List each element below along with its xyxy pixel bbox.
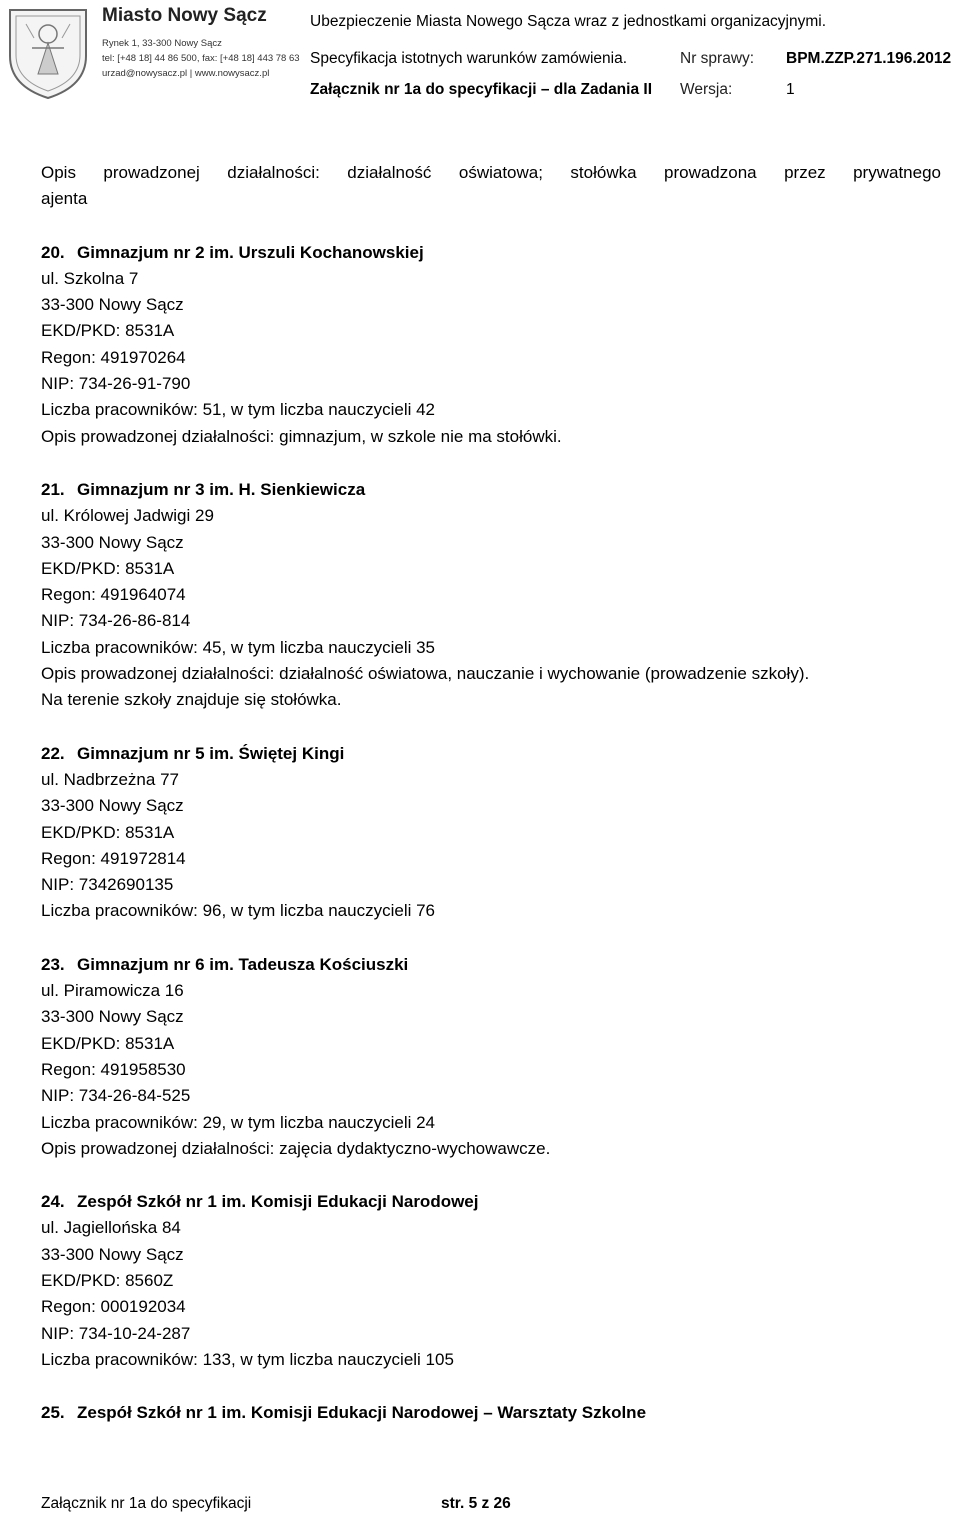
school-street: ul. Królowej Jadwigi 29 <box>41 506 214 526</box>
school-nip: NIP: 7342690135 <box>41 875 174 895</box>
school-street: ul. Jagiellońska 84 <box>41 1218 181 1238</box>
logo-city-name: Miasto Nowy Sącz <box>102 5 267 26</box>
school-ekd: EKD/PKD: 8531A <box>41 1033 175 1053</box>
school-city: 33-300 Nowy Sącz <box>41 532 184 552</box>
page-footer <box>41 1495 921 1513</box>
intro-description-line-2: ajenta <box>41 189 88 209</box>
school-regon: Regon: 491972814 <box>41 848 186 868</box>
school-ekd: EKD/PKD: 8560Z <box>41 1270 174 1290</box>
school-street: ul. Szkolna 7 <box>41 268 139 288</box>
school-entry <box>41 240 941 450</box>
school-city: 33-300 Nowy Sącz <box>41 796 184 816</box>
school-number: 22. <box>41 743 65 763</box>
school-number: 20. <box>41 242 65 262</box>
school-ekd: EKD/PKD: 8531A <box>41 321 175 341</box>
school-title <box>41 952 941 978</box>
school-title <box>41 240 941 266</box>
intro-description-line-1: Opis prowadzonej działalności: działalność oświatowa; stołówka prowadzona przez prywatnego <box>41 163 941 182</box>
page-number: str. 5 z 26 <box>441 1495 511 1512</box>
case-number: BPM.ZZP.271.196.2012 <box>786 50 952 67</box>
footer-label: Załącznik nr 1a do specyfikacji <box>41 1495 252 1512</box>
school-note: Na terenie szkoły znajduje się stołówka. <box>41 690 342 710</box>
school-city: 33-300 Nowy Sącz <box>41 1007 184 1027</box>
school-entry <box>41 1189 941 1373</box>
school-staff: Liczba pracowników: 45, w tym liczba nauczycieli 35 <box>41 637 436 657</box>
city-crest-logo <box>4 4 92 100</box>
school-staff: Liczba pracowników: 133, w tym liczba nauczycieli 105 <box>41 1349 454 1369</box>
logo-web: urzad@nowysacz.pl | www.nowysacz.pl <box>102 68 270 79</box>
version-number: 1 <box>786 81 795 98</box>
document-body <box>41 160 941 1426</box>
school-entry <box>41 1400 941 1426</box>
page-header <box>0 0 960 110</box>
school-staff: Liczba pracowników: 96, w tym liczba nauczycieli 76 <box>41 901 436 921</box>
school-number: 21. <box>41 479 65 499</box>
school-street: ul. Piramowicza 16 <box>41 981 184 1001</box>
school-number: 25. <box>41 1403 65 1423</box>
school-title <box>41 1189 941 1215</box>
logo-address: Rynek 1, 33-300 Nowy Sącz <box>102 38 222 49</box>
school-name: Zespół Szkół nr 1 im. Komisji Edukacji Narodowej <box>77 1192 479 1212</box>
case-number-label: Nr sprawy: <box>680 50 755 67</box>
school-entry <box>41 952 941 1162</box>
school-name: Gimnazjum nr 3 im. H. Sienkiewicza <box>77 479 366 499</box>
attachment-title: Załącznik nr 1a do specyfikacji – dla Zadania II <box>310 81 652 98</box>
school-staff: Liczba pracowników: 29, w tym liczba nauczycieli 24 <box>41 1112 436 1132</box>
school-description: Opis prowadzonej działalności: gimnazjum, w szkole nie ma stołówki. <box>41 426 562 446</box>
school-nip: NIP: 734-26-91-790 <box>41 374 191 394</box>
school-entry <box>41 477 941 714</box>
school-staff: Liczba pracowników: 51, w tym liczba nauczycieli 42 <box>41 400 436 420</box>
school-name: Gimnazjum nr 2 im. Urszuli Kochanowskiej <box>77 242 424 262</box>
school-regon: Regon: 000192034 <box>41 1297 186 1317</box>
specification-label: Specyfikacja istotnych warunków zamówienia. <box>310 50 628 67</box>
school-nip: NIP: 734-26-84-525 <box>41 1086 191 1106</box>
school-nip: NIP: 734-10-24-287 <box>41 1323 191 1343</box>
school-regon: Regon: 491970264 <box>41 347 186 367</box>
school-description: Opis prowadzonej działalności: zajęcia dydaktyczno-wychowawcze. <box>41 1138 551 1158</box>
school-title <box>41 741 941 767</box>
school-street: ul. Nadbrzeżna 77 <box>41 769 179 789</box>
school-name: Gimnazjum nr 5 im. Świętej Kingi <box>77 743 345 763</box>
school-title <box>41 1400 941 1426</box>
school-description: Opis prowadzonej działalności: działalność oświatowa, nauczanie i wychowanie (prowadzenie szkoły). <box>41 664 810 684</box>
school-number: 24. <box>41 1192 65 1212</box>
school-ekd: EKD/PKD: 8531A <box>41 558 175 578</box>
school-city: 33-300 Nowy Sącz <box>41 1244 184 1264</box>
version-label: Wersja: <box>680 81 733 98</box>
school-entry <box>41 741 941 925</box>
document-title: Ubezpieczenie Miasta Nowego Sącza wraz z jednostkami organizacyjnymi. <box>310 13 827 30</box>
school-ekd: EKD/PKD: 8531A <box>41 822 175 842</box>
school-name: Zespół Szkół nr 1 im. Komisji Edukacji Narodowej – Warsztaty Szkolne <box>77 1403 647 1423</box>
school-title <box>41 477 941 503</box>
school-number: 23. <box>41 954 65 974</box>
school-regon: Regon: 491964074 <box>41 585 186 605</box>
school-nip: NIP: 734-26-86-814 <box>41 611 191 631</box>
school-city: 33-300 Nowy Sącz <box>41 295 184 315</box>
school-name: Gimnazjum nr 6 im. Tadeusza Kościuszki <box>77 954 409 974</box>
school-regon: Regon: 491958530 <box>41 1059 186 1079</box>
logo-phone: tel: [+48 18] 44 86 500, fax: [+48 18] 443 78 63 <box>102 53 300 64</box>
